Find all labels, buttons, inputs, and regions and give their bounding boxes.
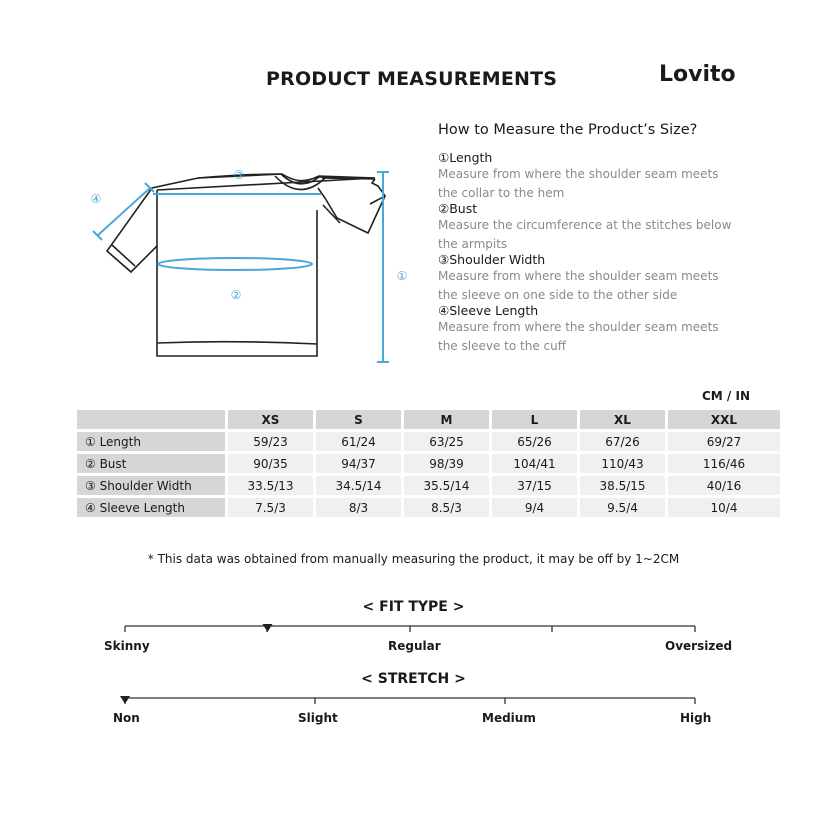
guide-item-title: Shoulder Width	[449, 252, 546, 267]
table-cell: 110/43	[580, 454, 665, 473]
table-header-row	[77, 410, 780, 429]
row-label: ① Length	[77, 432, 225, 451]
table-cell: 98/39	[404, 454, 489, 473]
table-cell: 34.5/14	[316, 476, 401, 495]
guide-item-sleeve: ④Sleeve Length Measure from where the shoulder seam meets the sleeve to the cuff	[438, 303, 778, 355]
table-cell: 8.5/3	[404, 498, 489, 517]
size-header: M	[404, 410, 489, 429]
fit-label-regular: Regular	[388, 639, 441, 653]
stretch-label-non: Non	[113, 711, 140, 725]
size-table	[74, 407, 783, 520]
guide-item-title: Sleeve Length	[449, 303, 539, 318]
table-cell: 35.5/14	[404, 476, 489, 495]
fit-label-oversized: Oversized	[665, 639, 733, 653]
table-cell: 90/35	[228, 454, 313, 473]
stretch-marker	[120, 696, 130, 704]
stretch-label-slight: Slight	[298, 711, 338, 725]
table-cell: 9/4	[492, 498, 577, 517]
marker-shoulder: ③	[233, 168, 245, 182]
table-cell: 116/46	[668, 454, 780, 473]
table-cell: 40/16	[668, 476, 780, 495]
stretch-scale	[115, 692, 705, 712]
table-cell: 8/3	[316, 498, 401, 517]
table-cell: 104/41	[492, 454, 577, 473]
row-label: ② Bust	[77, 454, 225, 473]
tshirt-outline	[107, 172, 385, 356]
guide-item-bust: ②Bust Measure the circumference at the stitches below the armpits	[438, 201, 778, 253]
table-row	[77, 498, 780, 517]
fit-type-scale	[115, 620, 705, 640]
fit-type-marker	[263, 624, 273, 632]
table-cell: 69/27	[668, 432, 780, 451]
size-header: XXL	[668, 410, 780, 429]
measurement-note: * This data was obtained from manually measuring the product, it may be off by 1~2CM	[147, 552, 680, 566]
guide-heading: How to Measure the Product’s Size?	[438, 122, 698, 138]
size-header: L	[492, 410, 577, 429]
brand-logo: Lovito	[659, 62, 736, 87]
tshirt-diagram	[85, 160, 425, 370]
marker-sleeve: ④	[90, 192, 102, 206]
marker-bust: ②	[230, 288, 242, 302]
page-title: PRODUCT MEASUREMENTS	[266, 68, 558, 90]
fit-type-title: < FIT TYPE >	[362, 599, 465, 615]
table-cell: 9.5/4	[580, 498, 665, 517]
table-cell: 63/25	[404, 432, 489, 451]
size-header: XS	[228, 410, 313, 429]
fit-label-skinny: Skinny	[104, 639, 150, 653]
stretch-title: < STRETCH >	[361, 671, 466, 687]
guide-item-desc: Measure from where the shoulder seam meets the collar to the hem	[438, 167, 719, 200]
stretch-label-high: High	[680, 711, 712, 725]
guide-item-title: Length	[449, 150, 493, 165]
table-cell: 33.5/13	[228, 476, 313, 495]
table-row	[77, 454, 780, 473]
unit-label: CM / IN	[702, 389, 750, 403]
table-cell: 61/24	[316, 432, 401, 451]
measure-lines	[90, 172, 389, 362]
table-cell: 10/4	[668, 498, 780, 517]
guide-item-desc: Measure from where the shoulder seam meets the sleeve on one side to the other side	[438, 269, 719, 302]
size-header: S	[316, 410, 401, 429]
size-header: XL	[580, 410, 665, 429]
table-cell: 67/26	[580, 432, 665, 451]
table-cell: 65/26	[492, 432, 577, 451]
table-cell: 37/15	[492, 476, 577, 495]
guide-item-desc: Measure the circumference at the stitches below the armpits	[438, 218, 732, 251]
guide-item-desc: Measure from where the shoulder seam meets the sleeve to the cuff	[438, 320, 719, 353]
table-row	[77, 432, 780, 451]
table-row	[77, 476, 780, 495]
row-label: ④ Sleeve Length	[77, 498, 225, 517]
stretch-label-medium: Medium	[482, 711, 536, 725]
table-cell: 94/37	[316, 454, 401, 473]
guide-item-shoulder: ③Shoulder Width Measure from where the shoulder seam meets the sleeve on one side to the other side	[438, 252, 778, 304]
guide-item-title: Bust	[449, 201, 478, 216]
table-cell: 7.5/3	[228, 498, 313, 517]
marker-length: ①	[396, 269, 408, 283]
row-label: ③ Shoulder Width	[77, 476, 225, 495]
table-cell: 38.5/15	[580, 476, 665, 495]
table-cell: 59/23	[228, 432, 313, 451]
guide-item-length: ①Length Measure from where the shoulder seam meets the collar to the hem	[438, 150, 778, 202]
guide-list	[438, 150, 778, 354]
